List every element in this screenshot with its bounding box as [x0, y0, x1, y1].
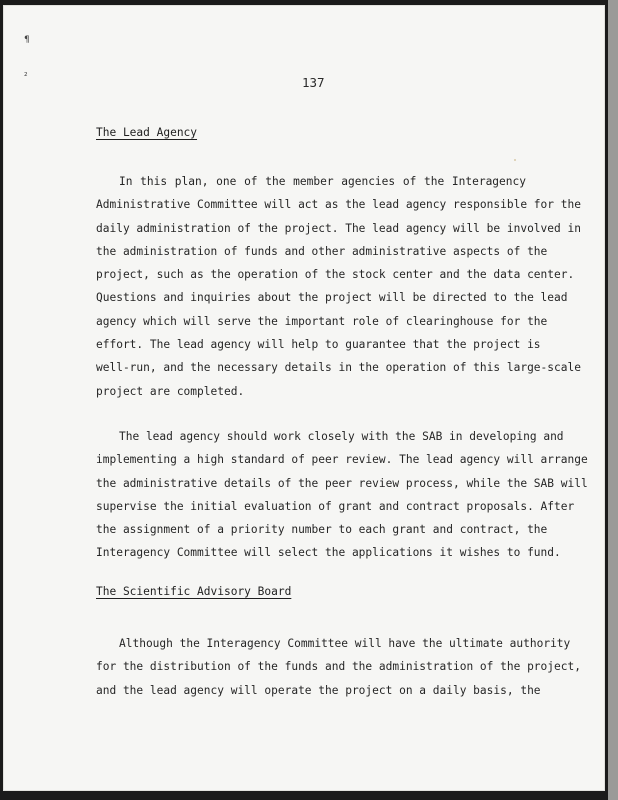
paragraph-line: Interagency Committee will select the applications it wishes to fund.: [96, 546, 561, 560]
paragraph-lead-agency-role: [96, 170, 581, 403]
paragraph-line: and the lead agency will operate the project on a daily basis, the: [96, 683, 541, 697]
margin-mark-top: ¶: [24, 35, 30, 45]
paragraph-line: project are completed.: [96, 384, 245, 398]
paragraph-line: the assignment of a priority number to each grant and contract, the: [96, 523, 548, 537]
paragraph-sab-authority: [96, 632, 581, 702]
paragraph-line: well-run, and the necessary details in the operation of this large-scale: [96, 361, 581, 375]
paragraph-line: daily administration of the project. The lead agency will be involved in: [96, 221, 581, 235]
paragraph-line: The lead agency should work closely with the SAB in developing and: [119, 430, 564, 443]
paragraph-line: the administrative details of the peer review process, while the SAB will: [96, 476, 588, 490]
section-heading-scientific-advisory-board: The Scientific Advisory Board: [96, 585, 292, 598]
paper-speck: [514, 159, 516, 161]
paragraph-line: Questions and inquiries about the project will be directed to the lead: [96, 291, 568, 305]
paragraph-line: Administrative Committee will act as the lead agency responsible for the: [96, 198, 581, 212]
paragraph-line: project, such as the operation of the stock center and the data center.: [96, 268, 575, 282]
paragraph-line: supervise the initial evaluation of grant and contract proposals. After: [96, 499, 575, 513]
paragraph-line: the administration of funds and other administrative aspects of the: [96, 244, 548, 258]
paragraph-line: In this plan, one of the member agencies of the Interagency: [119, 175, 526, 188]
page-edge-strip: [608, 0, 618, 800]
paragraph-line: implementing a high standard of peer review. The lead agency will arrange: [96, 453, 588, 467]
section-heading-lead-agency: The Lead Agency: [96, 126, 198, 139]
paragraph-line: effort. The lead agency will help to guarantee that the project is: [96, 338, 541, 352]
margin-mark-bottom: ²: [24, 72, 28, 82]
paragraph-line: Although the Interagency Committee will have the ultimate authority: [119, 637, 571, 650]
document-page: [3, 5, 605, 791]
paragraph-line: agency which will serve the important role of clearinghouse for the: [96, 314, 548, 328]
paragraph-line: for the distribution of the funds and the administration of the project,: [96, 660, 581, 674]
page-number: 137: [302, 75, 325, 90]
paragraph-peer-review: [96, 425, 588, 565]
